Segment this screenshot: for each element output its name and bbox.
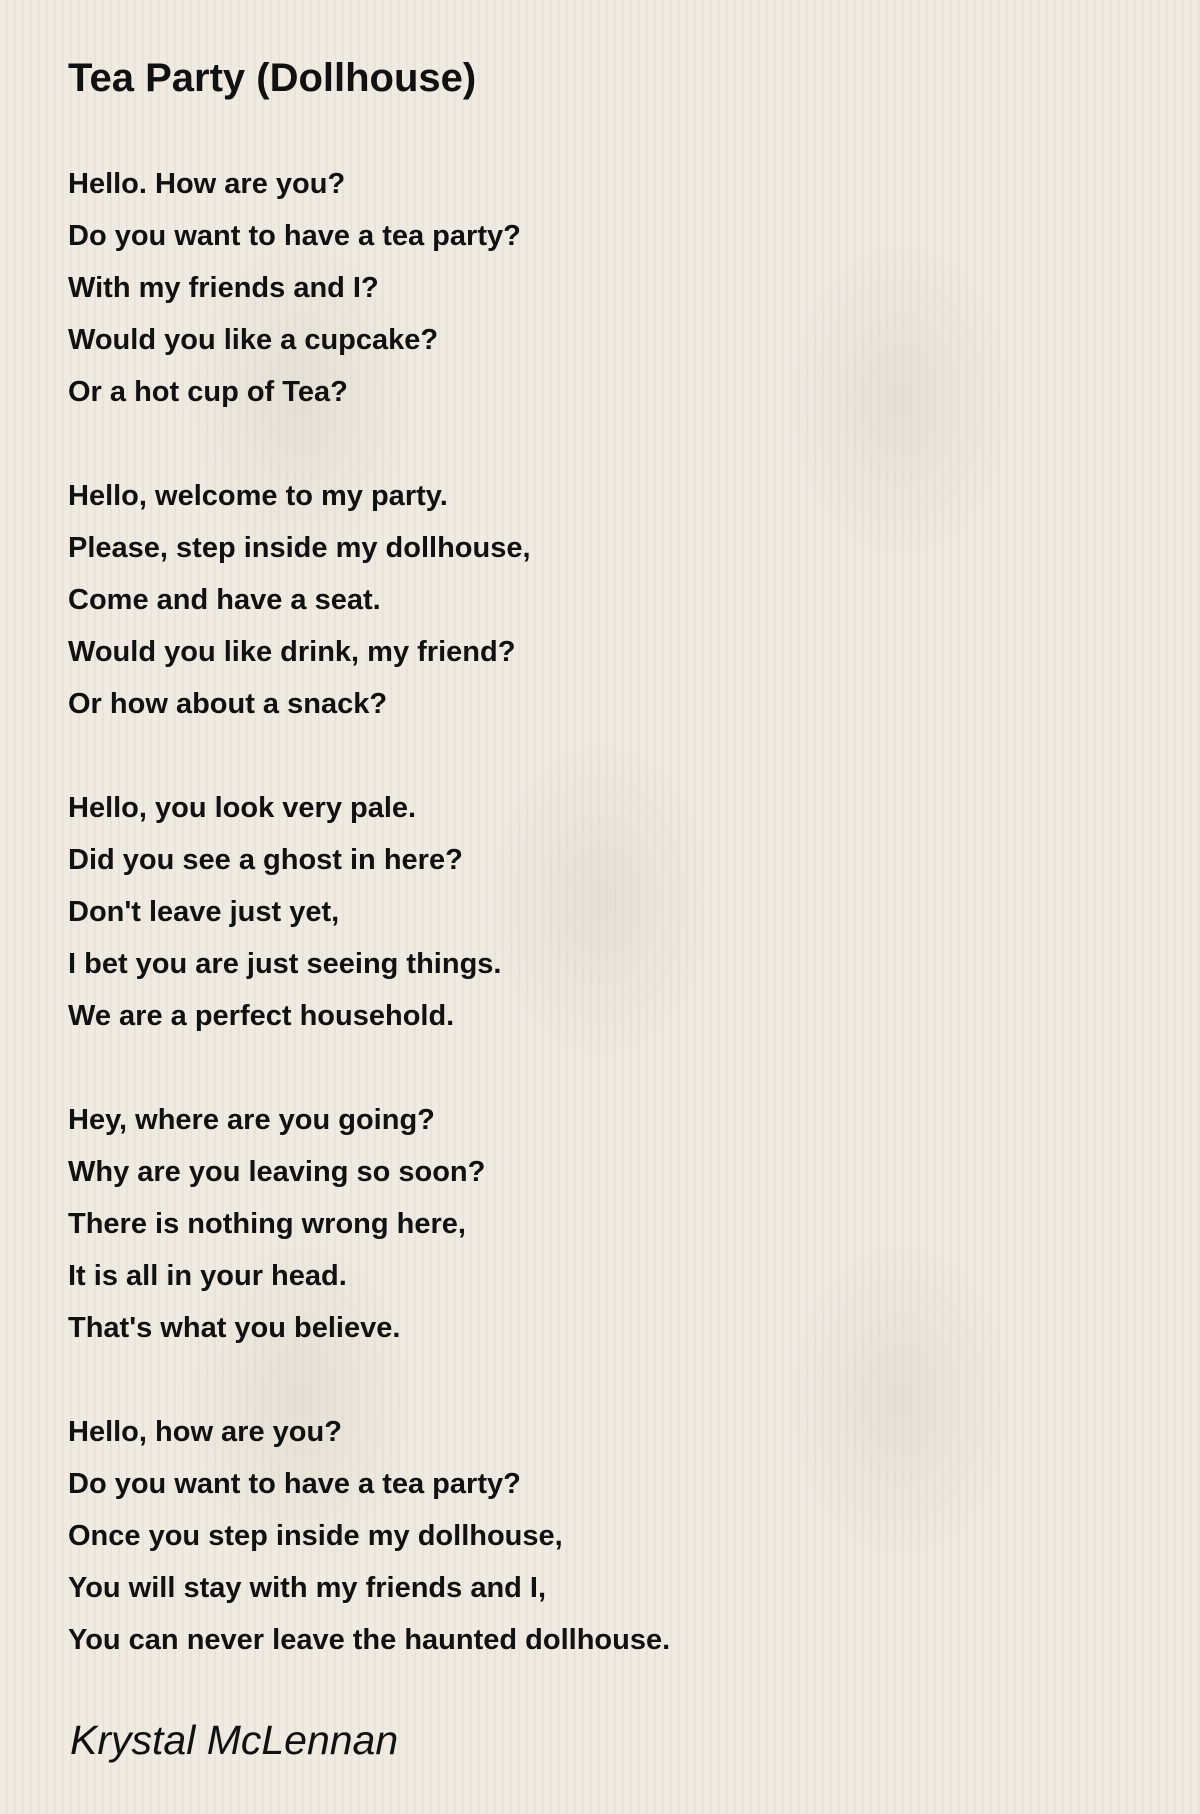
poem-line: Hey, where are you going? [68,1104,435,1136]
poem-line: Would you like drink, my friend? [68,636,516,668]
poem-line: Do you want to have a tea party? [68,1468,521,1500]
poem-container [68,48,1148,1718]
stanza-3 [68,782,1148,1042]
poem-line: Once you step inside my dollhouse, [68,1520,563,1552]
poem-line: Or a hot cup of Tea? [68,376,348,408]
stanza-4 [68,1094,1148,1354]
poem-line: I bet you are just seeing things. [68,948,502,980]
stanza-5 [68,1406,1148,1666]
poem-line: You will stay with my friends and I, [68,1572,547,1604]
poem-title: Tea Party (Dollhouse) [68,56,477,100]
poem-line: Don't leave just yet, [68,896,340,928]
poem-line: Or how about a snack? [68,688,388,720]
poem-line: Please, step inside my dollhouse, [68,532,531,564]
poem-line: Hello, you look very pale. [68,792,417,824]
poem-line: Did you see a ghost in here? [68,844,463,876]
poem-line: You can never leave the haunted dollhouse. [68,1624,671,1656]
stanza-1 [68,158,1148,418]
poem-line: We are a perfect household. [68,1000,455,1032]
poem-line: Would you like a cupcake? [68,324,439,356]
poem-line: Why are you leaving so soon? [68,1156,486,1188]
poem-line: Do you want to have a tea party? [68,220,521,252]
poem-line: It is all in your head. [68,1260,347,1292]
poem-line: Hello, welcome to my party. [68,480,448,512]
poem-line: Hello. How are you? [68,168,346,200]
poem-line: That's what you believe. [68,1312,401,1344]
poem-line: Hello, how are you? [68,1416,342,1448]
poem-author: Krystal McLennan [70,1717,399,1763]
poem-line: With my friends and I? [68,272,379,304]
poem-line: There is nothing wrong here, [68,1208,466,1240]
poem-line: Come and have a seat. [68,584,381,616]
stanza-2 [68,470,1148,730]
